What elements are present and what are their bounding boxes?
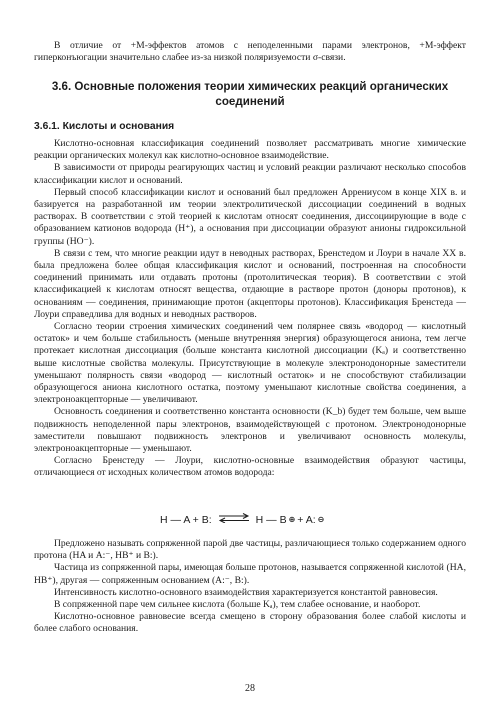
page-number: 28 <box>245 683 255 694</box>
paragraph: Частица из сопряженной пары, имеющая больше протонов, называется сопряженной кислотой (HA, HB⁺), другая — сопряженным основанием (A:⁻, B:). <box>34 562 466 586</box>
paragraph: Первый способ классификации кислот и оснований был предложен Аррениусом в конце XIX в. и базируется на разработанной им теории электролитической диссоциации соединений в водных растворах. В соответствии с этой теорией к кислотам относят соединения, диссоциирующие в воде с образованием катионов водорода (H⁺), а основания при диссоциации образуют анионы гидроксильной группы (HO⁻). <box>34 186 466 247</box>
equilibrium-arrows-icon <box>217 513 251 526</box>
paragraph: Интенсивность кислотно-основного взаимодействия характеризуется константой равновесия. <box>54 586 438 598</box>
acid-base-equation <box>160 513 324 526</box>
intro-text <box>34 40 466 64</box>
paragraph: Кислотно-основное равновесие всегда смещено в сторону образования более слабой кислоты и более слабого основания. <box>34 611 466 635</box>
paragraph: В связи с тем, что многие реакции идут в неводных растворах, Бренстедом и Лоури в начале XX в. была предложена более общая классификация кислот и оснований, построенная на способности соединений принимать или отдавать протоны (протолитическая теория). В соответствии с этой классификацией к кислотам относят вещества, отдающие в растворе протон (доноры протонов), к основаниям — соединения, принимающие протон (акцепторы протонов). Классификация Бренстеда — Лоури справедлива для водных и неводных растворов. <box>34 247 466 320</box>
positive-charge: ⊕ <box>288 515 296 524</box>
paragraph: В сопряженной паре чем сильнее кислота (больше Kₐ), тем слабее основание, и наоборот. <box>54 599 421 611</box>
equation-reactants: H — A + B: <box>160 513 212 526</box>
paragraph: Кислотно-основная классификация соединений позволяет рассматривать многие химические реакции органических молекул как кислотно-основное взаимодействие. <box>34 138 466 162</box>
subsection-heading: 3.6.1. Кислоты и основания <box>34 121 175 132</box>
paragraph: Согласно Бренстеду — Лоури, кислотно-основные взаимодействия образуют частицы, отличающиеся от исходных количеством атомов водорода: <box>34 455 466 479</box>
paragraph: Предложено называть сопряженной парой две частицы, различающиеся только содержанием одного протона (HA и A:⁻, HB⁺ и B:). <box>34 538 466 562</box>
body-text-1 <box>34 138 466 480</box>
paragraph: В зависимости от природы реагирующих частиц и условий реакции различают несколько способов классификации кислот и оснований. <box>34 162 466 186</box>
equation-product-2: + A: <box>297 513 316 526</box>
negative-charge: ⊖ <box>317 515 325 524</box>
equation-product-1: H — B <box>255 513 287 526</box>
paragraph: Согласно теории строения химических соединений чем полярнее связь «водород — кислотный остаток» и чем больше стабильность (меньше внутренняя энергия) образующегося аниона, тем легче протекает кислотная диссоциация (больше константа кислотной диссоциации (Kₐ) и соответственно выше кислотные свойства молекулы. Присутствующие в молекуле электронодонорные заместители уменьшают полярность связи «водород — кислотный остаток» и не способствуют стабилизации образующегося аниона кислотного остатка, поэтому уменьшают кислотные свойства соединения, а электроноакцепторные — увеличивают. <box>34 321 466 406</box>
paragraph: Основность соединения и соответственно константа основности (K_b) будет тем больше, чем выше подвижность неподеленной пары электронов, взаимодействующей с протоном. Электронодонорные заместители повышают подвижность электронов и увеличивают основность молекулы, электроноакцепторные — уменьшают. <box>34 406 466 455</box>
section-heading: 3.6. Основные положения теории химических реакций органических соединений <box>51 80 449 108</box>
paragraph: В отличие от +М-эффектов атомов с неподеленными парами электронов, +М-эффект гиперконъюгации значительно слабее из-за низкой поляризуемости σ-связи. <box>34 40 466 64</box>
body-text-2 <box>34 538 466 636</box>
